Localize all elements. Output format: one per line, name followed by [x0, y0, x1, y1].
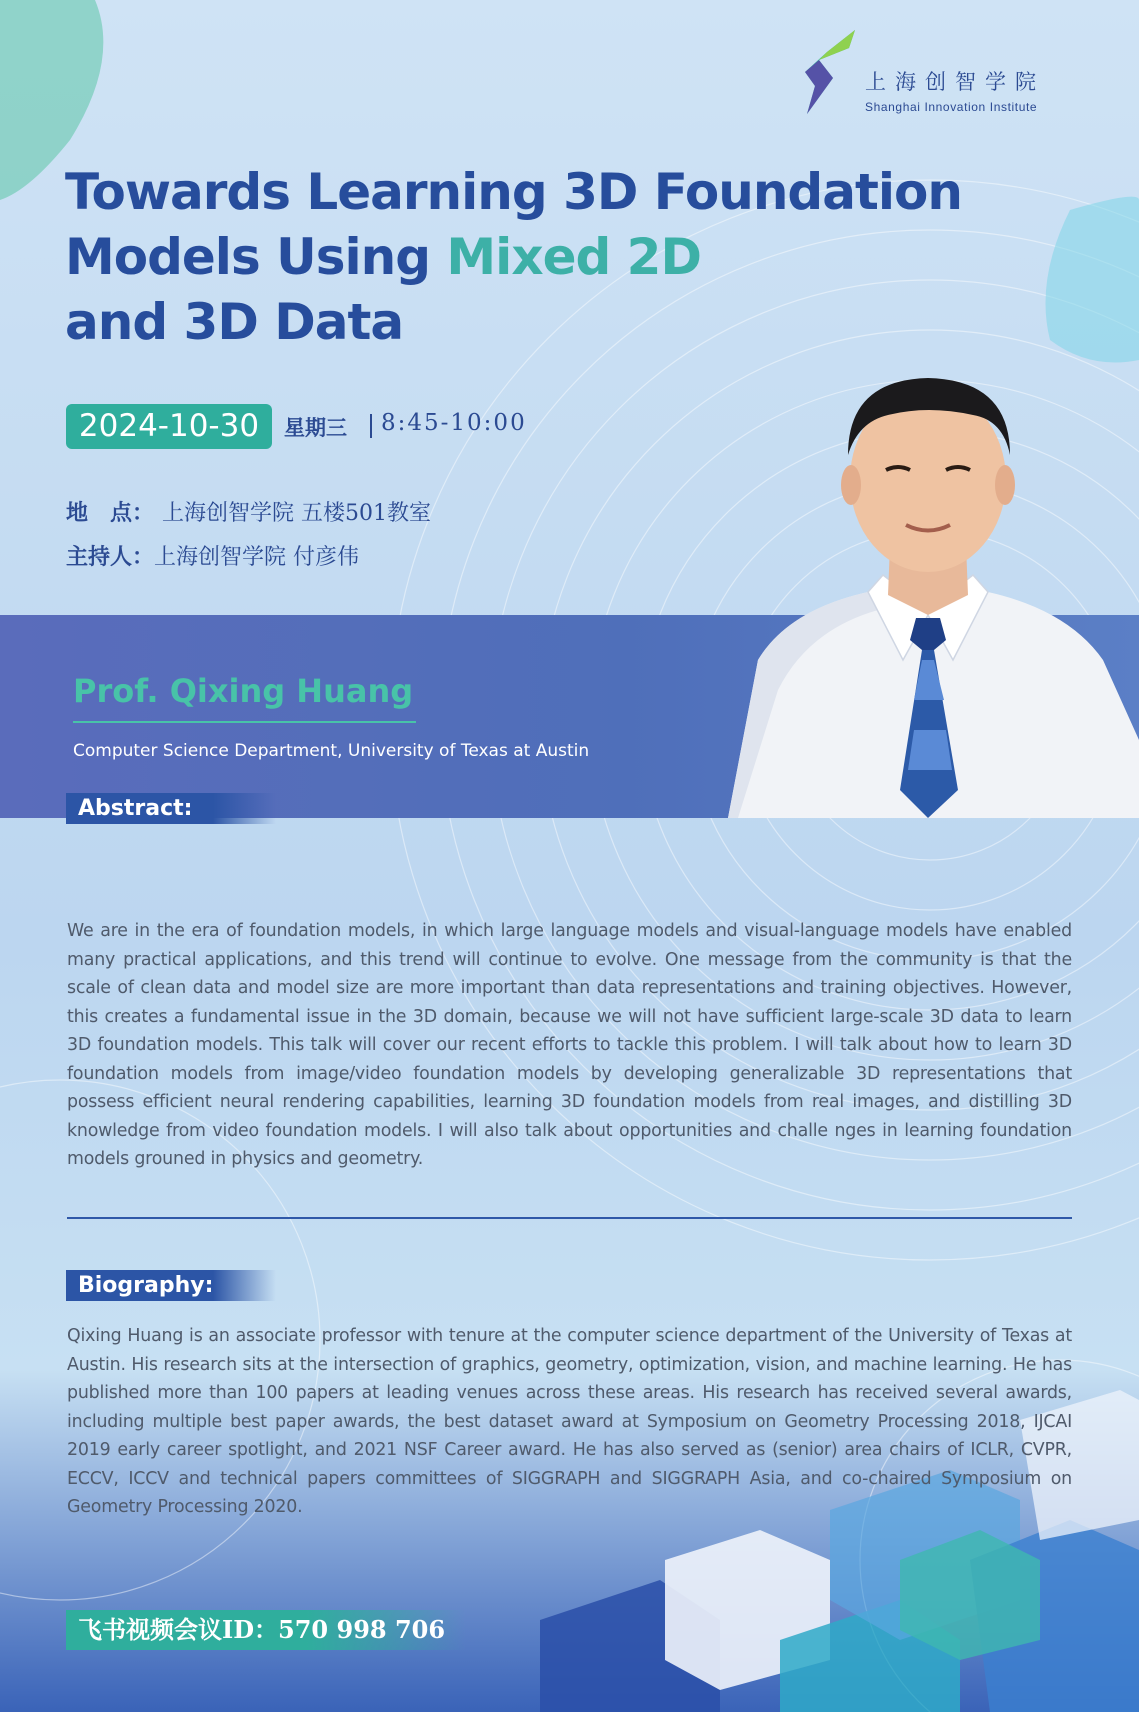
- institute-logo: [805, 30, 1075, 122]
- speaker-photo: [718, 360, 1139, 818]
- speaker-underline: [73, 721, 416, 723]
- host-row: [66, 540, 359, 571]
- date-time-divider: [370, 414, 372, 438]
- speaker-affiliation: Computer Science Department, University of Texas at Austin: [73, 741, 590, 761]
- venue-row: [66, 496, 431, 527]
- biography-heading: Biography:: [66, 1270, 276, 1301]
- venue-value: 上海创智学院 五楼501教室: [162, 501, 431, 526]
- host-label: 主持人：: [66, 544, 155, 570]
- title-line-1: Towards Learning 3D Foundation: [65, 163, 962, 221]
- title-highlight: Mixed 2D: [446, 228, 701, 286]
- date-badge: 2024-10-30: [66, 404, 272, 449]
- venue-label: 地 点：: [66, 500, 155, 526]
- abstract-text: We are in the era of foundation models, in which large language models and visual-language models have enabled many practical applications, and this trend will continue to evolve. One message from the community is that the scale of clean data and model size are more important than data representations and training objectives. However, this creates a fundamental issue in the 3D domain, because we will not have sufficient large-scale 3D data to learn 3D foundation models. This talk will cover our recent efforts to tackle this problem. I will talk about how to learn 3D foundation models from image/video foundation models by developing generalizable 3D representations that possess efficient neural rendering capabilities, learning 3D foundation models from real images, and distilling 3D knowledge from video foundation models. I will also talk about opportunities and challe nges in learning foundation models grouned in physics and geometry.: [67, 921, 1072, 1169]
- institute-name-en: Shanghai Innovation Institute: [865, 100, 1038, 114]
- title-line-2a: Models Using: [65, 228, 447, 286]
- institute-logo-icon: [805, 30, 861, 114]
- weekday: 星期三: [284, 415, 347, 440]
- institute-name-cn: 上海创智学院: [865, 70, 1045, 94]
- title-line-3: and 3D Data: [65, 293, 404, 351]
- biography-text: Qixing Huang is an associate professor with tenure at the computer science department of the University of Texas at Austin. His research sits at the intersection of graphics, geometry, optimization, vision, and machine learning. He has published more than 100 papers at leading venues across these areas. His research has received several awards, including multiple best paper awards, the best dataset award at Symposium on Geometry Processing 2018, IJCAI 2019 early career spotlight, and 2021 NSF Career award. He has also served as (senior) area chairs of ICLR, CVPR, ECCV, ICCV and technical papers committees of SIGGRAPH and SIGGRAPH Asia, and co-chaired Symposium on Geometry Processing 2020.: [67, 1326, 1072, 1517]
- abstract-heading: Abstract:: [66, 793, 276, 824]
- talk-title: [65, 160, 1005, 355]
- host-value: 上海创智学院 付彦伟: [154, 545, 360, 570]
- section-divider: [67, 1217, 1072, 1219]
- meeting-id: 飞书视频会议ID：570 998 706: [66, 1610, 466, 1650]
- speaker-name: Prof. Qixing Huang: [73, 672, 414, 710]
- time-range: 8:45-10:00: [381, 410, 527, 436]
